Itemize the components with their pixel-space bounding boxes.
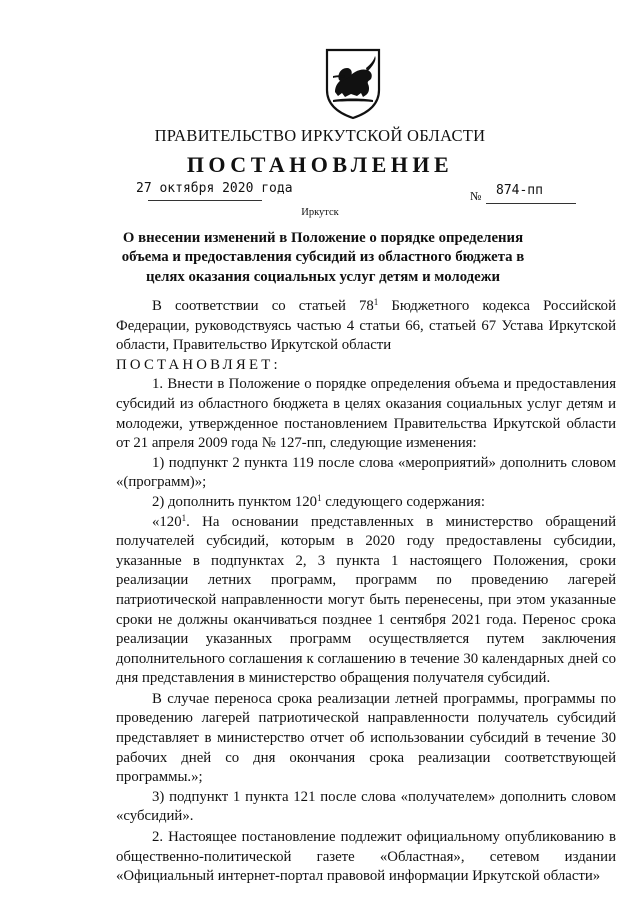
- subitem-2-superscript: 1: [317, 492, 322, 503]
- number-underline: [486, 203, 576, 204]
- quote-paragraph-1: [116, 513, 616, 689]
- preamble-superscript: 1: [373, 297, 379, 307]
- city-name: Иркутск: [301, 207, 339, 218]
- preamble-paragraph: [116, 297, 616, 356]
- org-name: ПРАВИТЕЛЬСТВО ИРКУТСКОЙ ОБЛАСТИ: [154, 126, 486, 145]
- subitem-2-text-b: следующего содержания:: [321, 493, 485, 510]
- subitem-1-paragraph: 1) подпункт 2 пункта 119 после слова «мероприятий» дополнить словом «(программ)»;: [116, 454, 616, 491]
- subitem-2-text-a: 2) дополнить пунктом 120: [152, 493, 318, 510]
- preamble-text-a: В соответствии со статьей 78: [152, 298, 374, 314]
- document-type-title: ПОСТАНОВЛЕНИЕ: [186, 152, 454, 177]
- number-sign: №: [470, 189, 482, 203]
- document-body: [116, 297, 616, 887]
- coat-of-arms-icon: [323, 46, 383, 120]
- quote-1-superscript: 1: [181, 512, 187, 523]
- item-1-paragraph: 1. Внести в Положение о порядке определения объема и предоставления субсидий из областного бюджета в целях оказания социальных услуг детям и молодежи, утвержденное постановлением Правительства Иркутской области от 21 апреля 2009 года № 127-пп, следующие изменения:: [116, 376, 616, 452]
- date-underline: [148, 200, 262, 201]
- subitem-3-paragraph: 3) подпункт 1 пункта 121 после слова «получателем» дополнить словом «субсидий».: [116, 788, 616, 825]
- decree-word: ПОСТАНОВЛЯЕТ:: [116, 356, 281, 373]
- preamble-text-b: Бюджетного кодекса Российской Федерации, руководствуясь частью 4 статьи 66, статьей 67 Устава Иркутской области, Правительство Иркутской области: [116, 298, 617, 354]
- document-date: 27 октября 2020 года: [136, 181, 293, 196]
- subitem-2-paragraph: [116, 493, 616, 513]
- document-subject-title: О внесении изменений в Положение о порядке определения объема и предоставления субсидий из областного бюджета в целях оказания социальных услуг детям и молодежи: [121, 230, 525, 285]
- quote-1-text-a: «120: [152, 513, 182, 530]
- quote-paragraph-2: В случае переноса срока реализации летней программы, программы по проведению лагерей патриотической направленности получатель субсидий представляет в министерство отчет об использовании субсидий в течение 30 рабочих дней со дня окончания срока реализации соответствующей программы.»;: [116, 690, 616, 786]
- item-2-paragraph: 2. Настоящее постановление подлежит официальному опубликованию в общественно-политической газете «Областная», сетевом издании «Официальный интернет-портал правовой информации Иркутской области»: [116, 829, 616, 885]
- document-number: 874-пп: [496, 183, 543, 198]
- quote-1-text-b: . На основании представленных в министерство обращений получателей субсидий, которым в 2020 году предоставлены субсидии, указанные в подпунктах 2, 3 пункта 1 настоящего Положения, сроки реализации летних программ, программ по проведению лагерей патриотической направленности могут быть перенесены, при этом указанные сроки не должны оканчиваться позднее 1 сентября 2021 года. Перенос срока реализации указанных программ осуществляется путем заключения дополнительного соглашения к соглашению в течение 30 календарных дней со дня представления в министерство обращения получателя субсидий.: [116, 513, 616, 687]
